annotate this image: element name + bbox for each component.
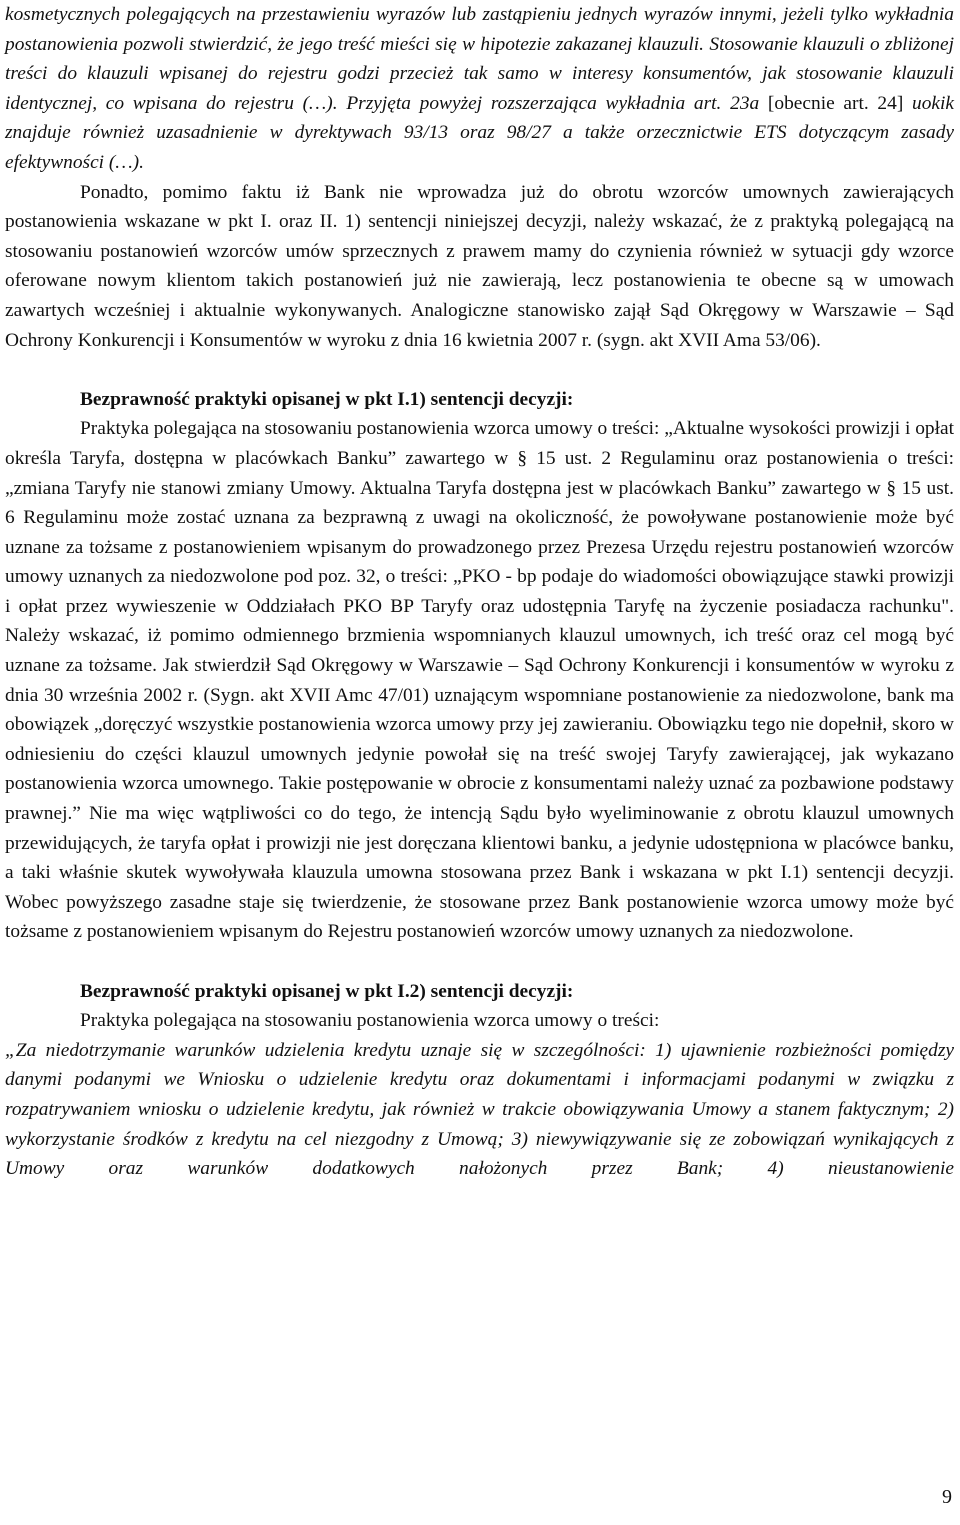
paragraph-practice-1: Praktyka polegająca na stosowaniu postanowienia wzorca umowy o treści: „Aktualne wysokości prowizji i opłat określa Taryfa, dostępna w placówkach Banku” zawartego w § 15 ust. 2 Regulaminu oraz postanowienia o treści: „zmiana Taryfy nie stanowi zmiany Umowy. Aktualna Taryfa dostępna jest w placówkach Banku” zawartego w § 15 ust. 6 Regulaminu może zostać uznana za bezprawną z uwagi na okoliczność, że powoływane postanowienie może być uznane za tożsame z postanowieniem wpisanym do prowadzonego przez Prezesa Urzędu rejestru postanowień wzorców umowy uznanych za niedozwolone pod poz. 32, o treści: „PKO - bp podaje do wiadomości obowiązujące stawki prowizji i opłat przez wywieszenie w Oddziałach PKO BP Taryfy oraz udostępnia Taryfę na życzenie posiadacza rachunku". Należy wskazać, iż pomimo odmiennego brzmienia wspomnianych klauzul umownych, ich treść oraz cel mogą być uznane za tożsame. Jak stwierdził Sąd Okręgowy w Warszawie – Sąd Ochrony Konkurencji i konsumentów w wyroku z dnia 30 września 2002 r. (Sygn. akt XVII Amc 47/01) uznającym wspomniane postanowienie za niedozwolone, bank ma obowiązek „doręczyć wszystkie postanowienia wzorca umowy przy jej zawieraniu. Obowiązku tego nie dopełnił, skoro w odniesieniu do części klauzul umownych jedynie powołał się na treść swojej Taryfy zawierającej, jak wykazano postanowienia wzorca umownego. Takie postępowanie w obrocie z konsumentami należy uznać za pozbawione podstawy prawnej.” Nie ma więc wątpliwości co do tego, że intencją Sądu było wyeliminowanie z obrotu klauzul umownych przewidujących, że taryfa opłat i prowizji nie jest doręczana klientowi banku, a jedynie udostępniona w placówce banku, a taki właśnie skutek wywoływała klauzula umowna stosowana przez Bank i wskazana w pkt I.1) sentencji decyzji. Wobec powyższego zasadne staje się twierdzenie, że stosowane przez Bank postanowienie wzorca umowy może być tożsame z postanowieniem wpisanym do Rejestru postanowień wzorców umowy uznanych za niedozwolone.	[5, 418, 954, 943]
paragraph-practice-2-intro: Praktyka polegająca na stosowaniu postanowienia wzorca umowy o treści:	[80, 1010, 660, 1032]
bracket-note: [obecnie art. 24]	[759, 92, 912, 114]
italic-quote-text: kosmetycznych polegających na przestawieniu wyrazów lub zastąpieniu jednych wyrazów innymi, jeżeli tylko wykładnia postanowienia pozwoli stwierdzić, że jego treść mieści się w hipotezie zakazanej klauzuli. Stosowanie klauzuli o zbliżonej treści do klauzuli wpisanej do rejestru godzi przecież tak samo w interesy konsumentów, jak stosowanie klauzuli identycznej, co wpisana do rejestru (…). Przyjęta powyżej rozszerzająca wykładnia art. 23a	[5, 4, 954, 114]
spacer	[5, 355, 954, 385]
paragraph-quote-continuation	[5, 0, 954, 178]
spacer	[5, 947, 954, 977]
section-heading-1: Bezprawność praktyki opisanej w pkt I.1) sentencji decyzji:	[80, 388, 574, 410]
italic-quote-text-end: uokik znajduje również uzasadnienie w dyrektywach 93/13 oraz 98/27 a także orzecznictwie ETS dotyczącym zasady efektywności (…).	[5, 92, 954, 173]
section-heading-2: Bezprawność praktyki opisanej w pkt I.2) sentencji decyzji:	[80, 980, 574, 1002]
paragraph-practice-context: Ponadto, pomimo faktu iż Bank nie wprowadza już do obrotu wzorców umownych zawierających postanowienia wskazane w pkt I. oraz II. 1) sentencji niniejszej decyzji, należy wskazać, że z praktyką polegającą na stosowaniu postanowień wzorców umów sprzecznych z prawem mamy do czynienia również w sytuacji gdy wzorce oferowane nowym klientom takich postanowień już nie zawierają, lecz postanowienia te obecne są w umowach zawartych wcześniej i aktualnie wykonywanych. Analogiczne stanowisko zajął Sąd Okręgowy w Warszawie – Sąd Ochrony Konkurencji i Konsumentów w wyroku z dnia 16 kwietnia 2007 r. (sygn. akt XVII Ama 53/06).	[5, 181, 954, 351]
page-number: 9	[942, 1486, 952, 1508]
paragraph-clause-quote: „Za niedotrzymanie warunków udzielenia kredytu uznaje się w szczególności: 1) ujawnienie rozbieżności pomiędzy danymi podanymi we Wniosku o udzielenie kredytu oraz dokumentami i informacjami podanymi w związku z rozpatrywaniem wniosku o udzielenie kredytu, jak również w trakcie obowiązywania Umowy a stanem faktycznym; 2) wykorzystanie środków z kredytu na cel niezgodny z Umową; 3) niewywiązywanie się ze zobowiązań wynikających z Umowy oraz warunków dodatkowych nałożonych przez Bank; 4) nieustanowienie	[5, 1039, 954, 1180]
document-page	[5, 0, 954, 1184]
